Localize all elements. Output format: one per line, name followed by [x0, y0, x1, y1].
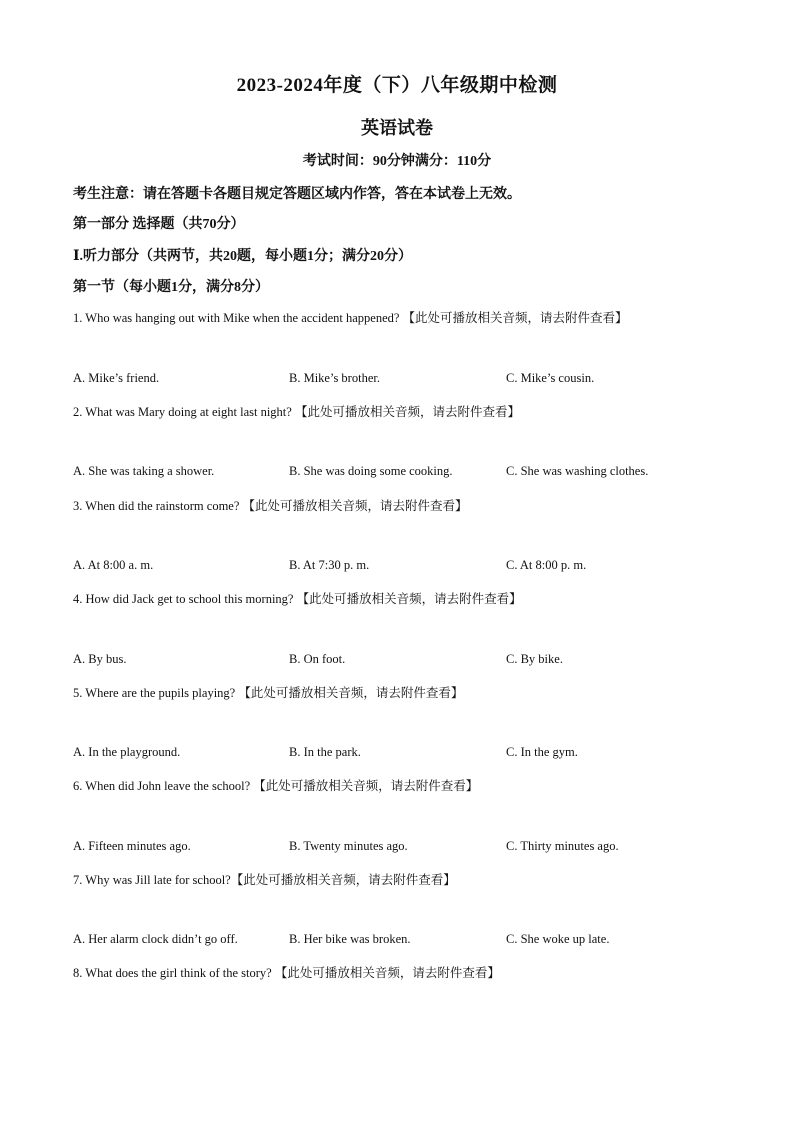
page-subtitle: 英语试卷	[361, 118, 433, 138]
question-4: 4. How did Jack get to school this morning? 【此处可播放相关音频，请去附件查看】	[73, 592, 522, 606]
part-one-heading: 第一部分 选择题（共70分）	[73, 217, 245, 232]
question-2-option-a: A. She was taking a shower.	[73, 464, 215, 478]
question-3: 3. When did the rainstorm come? 【此处可播放相关音频，请去附件查看】	[73, 499, 468, 513]
question-3-option-a: A. At 8:00 a. m.	[73, 558, 154, 572]
section-one-heading: 第一节（每小题1分，满分8分）	[73, 280, 269, 295]
question-7: 7. Why was Jill late for school?【此处可播放相关音频，请去附件查看】	[73, 873, 456, 887]
question-1-option-c: C. Mike’s cousin.	[506, 371, 595, 385]
listening-heading: Ⅰ.听力部分（共两节，共20题，每小题1分；满分20分）	[73, 249, 413, 264]
question-5-option-b: B. In the park.	[289, 745, 361, 759]
question-2: 2. What was Mary doing at eight last night? 【此处可播放相关音频，请去附件查看】	[73, 405, 520, 419]
question-3-option-c: C. At 8:00 p. m.	[506, 558, 587, 572]
question-2-option-b: B. She was doing some cooking.	[289, 464, 453, 478]
question-1: 1. Who was hanging out with Mike when the accident happened? 【此处可播放相关音频，请去附件查看】	[73, 311, 628, 325]
question-3-option-b: B. At 7:30 p. m.	[289, 558, 370, 572]
question-1-option-b: B. Mike’s brother.	[289, 371, 380, 385]
question-5: 5. Where are the pupils playing? 【此处可播放相关音频，请去附件查看】	[73, 686, 464, 700]
question-7-option-b: B. Her bike was broken.	[289, 932, 411, 946]
question-7-option-a: A. Her alarm clock didn’t go off.	[73, 932, 238, 946]
question-2-option-c: C. She was washing clothes.	[506, 464, 649, 478]
exam-info: 考试时间：90分钟满分：110分	[302, 154, 492, 169]
question-6-option-b: B. Twenty minutes ago.	[289, 839, 408, 853]
question-6-option-c: C. Thirty minutes ago.	[506, 839, 619, 853]
question-1-option-a: A. Mike’s friend.	[73, 371, 160, 385]
question-5-option-c: C. In the gym.	[506, 745, 578, 759]
page-title: 2023-2024年度（下）八年级期中检测	[236, 75, 558, 96]
question-4-option-a: A. By bus.	[73, 652, 127, 666]
candidate-notice: 考生注意：请在答题卡各题目规定答题区域内作答，答在本试卷上无效。	[73, 187, 521, 202]
question-6: 6. When did John leave the school? 【此处可播放相关音频，请去附件查看】	[73, 779, 479, 793]
question-4-option-b: B. On foot.	[289, 652, 346, 666]
question-7-option-c: C. She woke up late.	[506, 932, 610, 946]
question-4-option-c: C. By bike.	[506, 652, 563, 666]
question-8: 8. What does the girl think of the story? 【此处可播放相关音频，请去附件查看】	[73, 966, 500, 980]
question-5-option-a: A. In the playground.	[73, 745, 181, 759]
question-6-option-a: A. Fifteen minutes ago.	[73, 839, 191, 853]
